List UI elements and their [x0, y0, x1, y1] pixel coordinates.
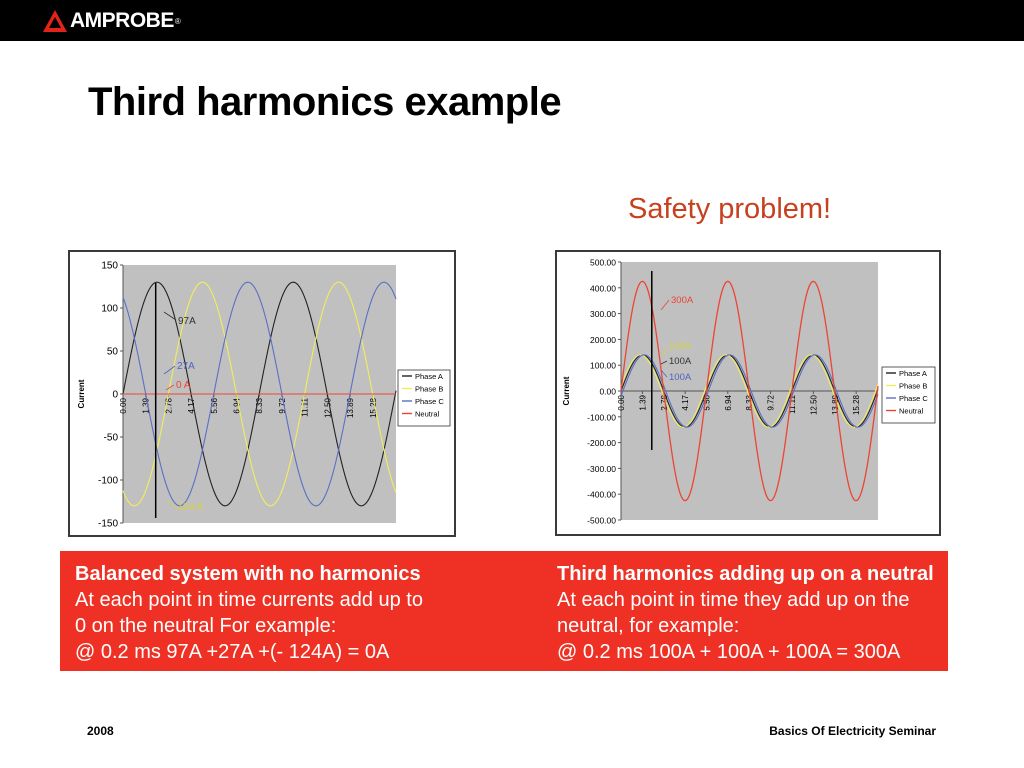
harmonics-y-tick-label: -100.00: [587, 412, 616, 423]
harmonics-y-tick-label: 100.00: [590, 360, 616, 371]
balanced-chart: [70, 252, 454, 535]
balanced-y-tick-label: -100: [97, 475, 118, 487]
balanced-x-tick-label: 12.50: [323, 398, 333, 419]
harmonics-annotation-label: 100A: [669, 356, 692, 367]
harmonics-legend-label: Neutral: [899, 406, 924, 416]
info-right-line-3: @ 0.2 ms 100A + 100A + 100A = 300A: [557, 641, 901, 663]
harmonics-annotation-label: 300A: [671, 295, 694, 306]
info-right-line-2: neutral, for example:: [557, 615, 740, 637]
harmonics-annotation-label: 100A: [669, 341, 692, 352]
harmonics-x-tick-label: 4.17: [681, 395, 691, 411]
harmonics-y-tick-label: 200.00: [590, 334, 616, 345]
balanced-annotation-label: -124 A: [174, 502, 203, 513]
info-left-line-2: 0 on the neutral For example:: [75, 615, 337, 637]
balanced-x-tick-label: 8.33: [255, 398, 265, 414]
info-left-heading: Balanced system with no harmonics: [75, 563, 421, 585]
balanced-x-tick-label: 11.11: [300, 398, 310, 417]
info-left-line-1: At each point in time currents add up to: [75, 589, 423, 611]
balanced-y-axis-label: Current: [77, 379, 86, 409]
amprobe-logo: [42, 8, 181, 34]
balanced-x-tick-label: 5.56: [209, 398, 219, 414]
harmonics-x-tick-label: 13.89: [830, 395, 840, 416]
info-right-heading: Third harmonics adding up on a neutral: [557, 563, 934, 585]
harmonics-y-tick-label: -400.00: [587, 489, 616, 500]
balanced-x-tick-label: 13.89: [346, 398, 356, 419]
slide-title: Third harmonics example: [88, 80, 562, 124]
info-left-line-3: @ 0.2 ms 97A +27A +(- 124A) = 0A: [75, 641, 390, 663]
logo-registered-mark: ®: [174, 16, 181, 26]
balanced-y-tick-label: -50: [103, 432, 118, 444]
harmonics-x-tick-label: 2.78: [659, 395, 669, 411]
harmonics-y-tick-label: 400.00: [590, 283, 616, 294]
info-right-column: [557, 561, 934, 665]
balanced-y-tick-label: -150: [97, 518, 118, 530]
logo-text: AMPROBE: [70, 9, 174, 32]
balanced-legend-label: Phase C: [415, 397, 444, 406]
harmonics-annotation-label: 100A: [669, 372, 692, 383]
harmonics-legend-label: Phase A: [899, 369, 927, 378]
harmonics-x-tick-label: 0.00: [617, 395, 626, 411]
balanced-x-tick-label: 4.17: [187, 398, 197, 414]
safety-note: Safety problem!: [628, 193, 832, 225]
footer-seminar: Basics Of Electricity Seminar: [769, 724, 936, 738]
harmonics-x-tick-label: 12.50: [809, 395, 819, 416]
harmonics-legend-label: Phase C: [899, 394, 928, 403]
harmonics-x-tick-label: 15.28: [852, 395, 862, 416]
balanced-y-tick-label: 100: [101, 303, 118, 315]
balanced-y-tick-label: 0: [112, 389, 118, 401]
balanced-x-tick-label: 15.28: [368, 398, 378, 419]
harmonics-y-tick-label: 300.00: [590, 309, 616, 320]
logo-triangle-icon: [42, 9, 68, 33]
harmonics-y-tick-label: 0.00: [599, 386, 616, 397]
balanced-chart-frame: [68, 250, 456, 537]
balanced-y-tick-label: 150: [101, 260, 118, 272]
harmonics-x-tick-label: 5.56: [702, 395, 712, 411]
balanced-x-tick-label: 2.78: [164, 398, 174, 414]
harmonics-x-tick-label: 8.33: [745, 395, 755, 411]
balanced-legend-label: Phase A: [415, 372, 443, 381]
balanced-annotation-label: 0 A: [176, 380, 191, 391]
harmonics-legend-label: Phase B: [899, 381, 928, 391]
harmonics-y-tick-label: -200.00: [587, 438, 616, 449]
harmonics-y-axis-label: Current: [562, 376, 571, 406]
harmonics-x-tick-label: 1.39: [638, 395, 648, 411]
harmonics-y-tick-label: 500.00: [590, 257, 616, 268]
info-box: [60, 551, 948, 671]
info-left-column: [75, 561, 423, 665]
header-bar: [0, 0, 1024, 41]
footer-year: 2008: [87, 724, 114, 738]
harmonics-chart: [557, 252, 939, 534]
balanced-x-tick-label: 6.94: [232, 398, 242, 414]
harmonics-y-tick-label: -300.00: [587, 463, 616, 474]
balanced-x-tick-label: 9.72: [277, 398, 287, 414]
balanced-x-tick-label: 0.00: [119, 398, 128, 414]
info-right-line-1: At each point in time they add up on the: [557, 589, 910, 611]
harmonics-chart-frame: [555, 250, 941, 536]
balanced-annotation-label: 97A: [178, 316, 196, 327]
balanced-x-tick-label: 1.39: [141, 398, 151, 414]
balanced-y-tick-label: 50: [106, 346, 118, 358]
balanced-legend-label: Phase B: [415, 384, 444, 394]
harmonics-x-tick-label: 6.94: [723, 395, 733, 411]
harmonics-x-tick-label: 9.72: [766, 395, 776, 411]
balanced-annotation-label: 27A: [177, 361, 195, 372]
harmonics-y-tick-label: -500.00: [587, 515, 616, 526]
harmonics-x-tick-label: 11.11: [787, 395, 797, 414]
balanced-legend-label: Neutral: [415, 409, 440, 419]
